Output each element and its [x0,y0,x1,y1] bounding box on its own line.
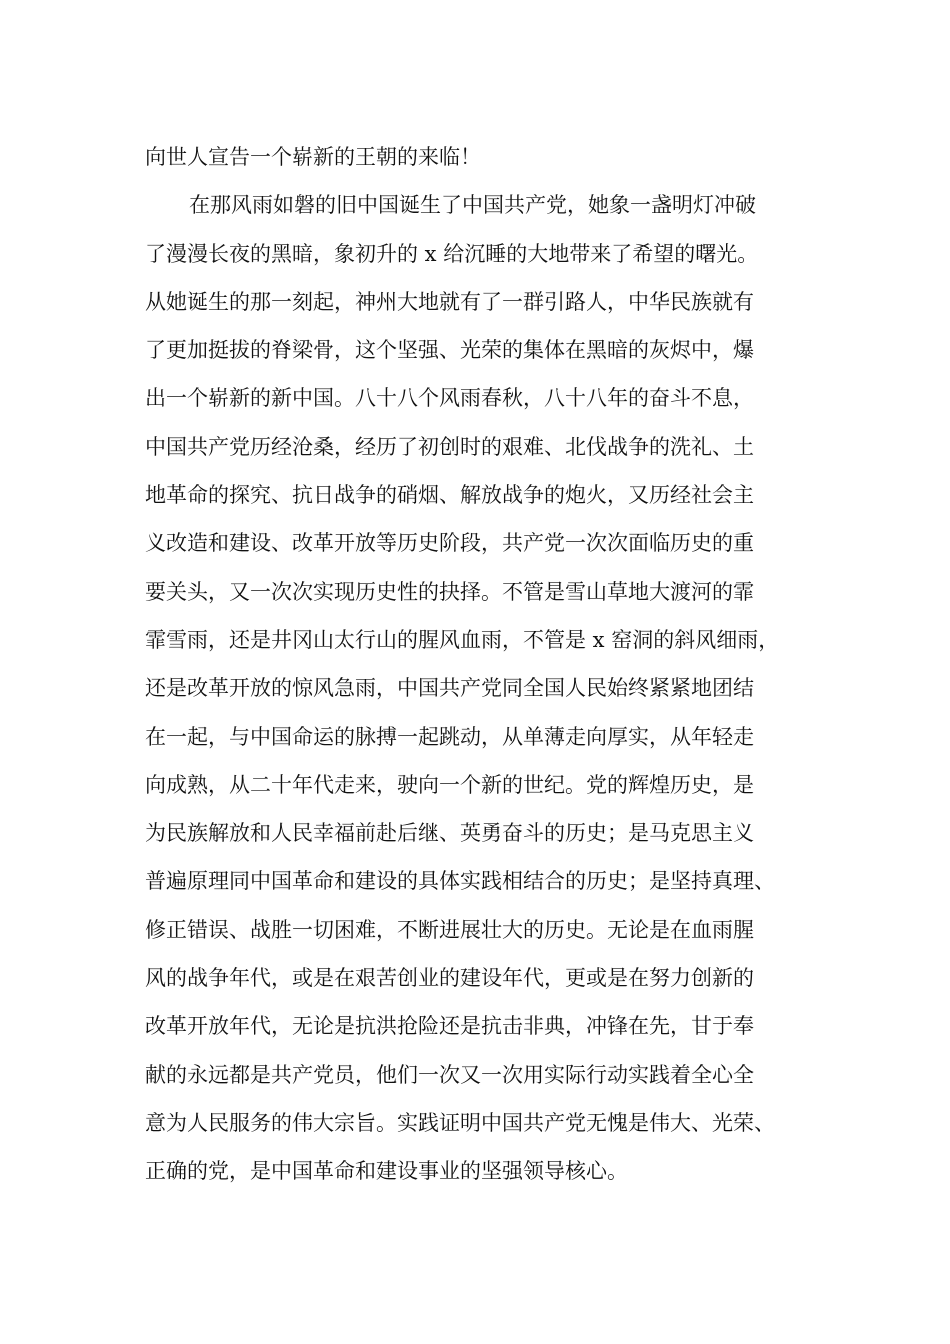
text-line: 普遍原理同中国革命和建设的具体实践相结合的历史；是坚持真理、 [145,869,775,894]
text-line: 正确的党，是中国革命和建设事业的坚强领导核心。 [145,1159,628,1184]
text-line: 了漫漫长夜的黑暗，象初升的 x 给沉睡的大地带来了希望的曙光。 [145,241,759,266]
text-line: 献的永远都是共产党员，他们一次又一次用实际行动实践着全心全 [145,1062,754,1087]
paragraph-first-line: 在那风雨如磐的旧中国诞生了中国共产党，她象一盏明灯冲破 [189,193,756,218]
text-line: 中国共产党历经沧桑，经历了初创时的艰难、北伐战争的洗礼、土 [145,434,754,459]
text-line: 为民族解放和人民幸福前赴后继、英勇奋斗的历史；是马克思主义 [145,821,754,846]
text-line: 在一起，与中国命运的脉搏一起跳动，从单薄走向厚实，从年轻走 [145,724,754,749]
text-line: 要关头，又一次次实现历史性的抉择。不管是雪山草地大渡河的霏 [145,579,754,604]
text-line: 改革开放年代，无论是抗洪抢险还是抗击非典，冲锋在先，甘于奉 [145,1014,754,1039]
text-line: 霏雪雨，还是井冈山太行山的腥风血雨，不管是 x 窑洞的斜风细雨， [145,627,780,652]
text-line: 向成熟，从二十年代走来，驶向一个新的世纪。党的辉煌历史，是 [145,772,754,797]
text-line: 了更加挺拔的脊梁骨，这个坚强、光荣的集体在黑暗的灰烬中，爆 [145,338,754,363]
text-line: 修正错误、战胜一切困难，不断进展壮大的历史。无论是在血雨腥 [145,917,754,942]
text-line: 从她诞生的那一刻起，神州大地就有了一群引路人，中华民族就有 [145,289,754,314]
body-text [145,133,835,1196]
text-line: 义改造和建设、改革开放等历史阶段，共产党一次次面临历史的重 [145,531,754,556]
text-line: 意为人民服务的伟大宗旨。实践证明中国共产党无愧是伟大、光荣、 [145,1110,775,1135]
text-line: 出一个崭新的新中国。八十八个风雨春秋，八十八年的奋斗不息， [145,386,754,411]
text-line: 地革命的探究、抗日战争的硝烟、解放战争的炮火，又历经社会主 [145,483,754,508]
text-line: 向世人宣告一个崭新的王朝的来临！ [145,145,481,169]
text-line: 还是改革开放的惊风急雨，中国共产党同全国人民始终紧紧地团结 [145,676,754,701]
text-line: 风的战争年代，或是在艰苦创业的建设年代，更或是在努力创新的 [145,966,754,991]
